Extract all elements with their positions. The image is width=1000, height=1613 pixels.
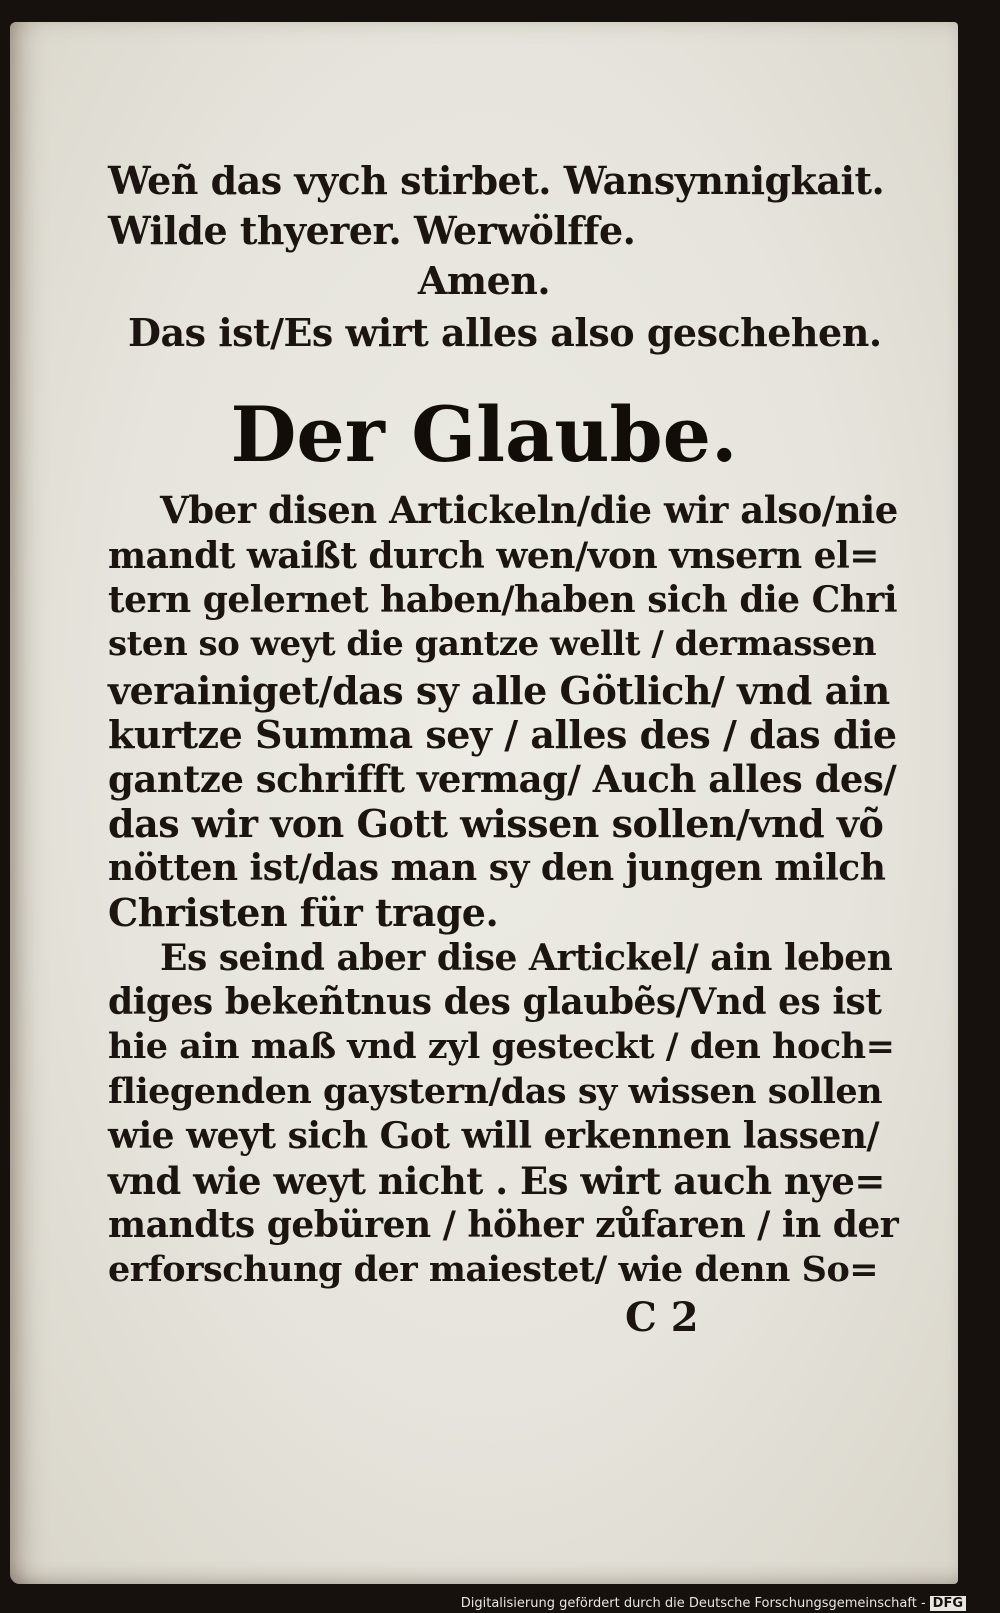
paragraph-line: Es seind aber dise Artickel/ ain leben [160,937,893,979]
paragraph-line: fliegenden gaystern/das sy wissen sollen [108,1071,883,1112]
paragraph-line: kurtze Summa sey / alles des / das die [108,712,897,757]
paragraph-line: Vber disen Artickeln/die wir also/nie [160,488,898,532]
footer-credit [461,1596,966,1611]
paragraph-line: vnd wie weyt nicht . Es wirt auch nye= [108,1159,885,1203]
amen-explanation: Das ist/Es wirt alles also geschehen. [128,310,882,355]
paragraph-line: hie ain maß vnd zyl gesteckt / den hoch= [108,1026,895,1067]
text-line-top-2: Wilde thyerer. Werwölffe. [108,208,636,253]
dfg-logo: DFG [930,1596,966,1611]
text-line-top-1: Weñ das vych stirbet. Wansynnigkait. [108,158,885,203]
paragraph-line: nötten ist/das man sy den jungen milch [108,847,886,889]
signature-mark: C 2 [625,1294,699,1341]
footer-text: Digitalisierung gefördert durch die Deutsche Forschungsgemeinschaft - [460,1596,926,1611]
paragraph-line: wie weyt sich Got will erkennen lassen/ [108,1115,880,1157]
paragraph-line: diges bekeñtnus des glaubẽs/Vnd es ist [108,981,882,1023]
paragraph-line: das wir von Gott wissen sollen/vnd võ [108,801,884,846]
paragraph-line: sten so weyt die gantze wellt / dermassen [108,624,877,664]
paragraph-line: mandts gebüren / höher zůfaren / in der [108,1204,899,1246]
paragraph-line: erforschung der maiestet/ wie denn So= [108,1249,879,1290]
paragraph-line: gantze schrifft vermag/ Auch alles des/ [108,757,897,801]
section-heading: Der Glaube. [230,390,738,479]
paragraph-line: verainiget/das sy alle Götlich/ vnd ain [108,668,890,713]
paragraph-line: mandt waißt durch wen/von vnsern el= [108,535,879,577]
paragraph-line: tern gelernet haben/haben sich die Chri [108,579,898,621]
paragraph-line: Christen für trage. [108,890,499,935]
book-page [10,22,958,1584]
amen-line: Amen. [417,258,551,303]
